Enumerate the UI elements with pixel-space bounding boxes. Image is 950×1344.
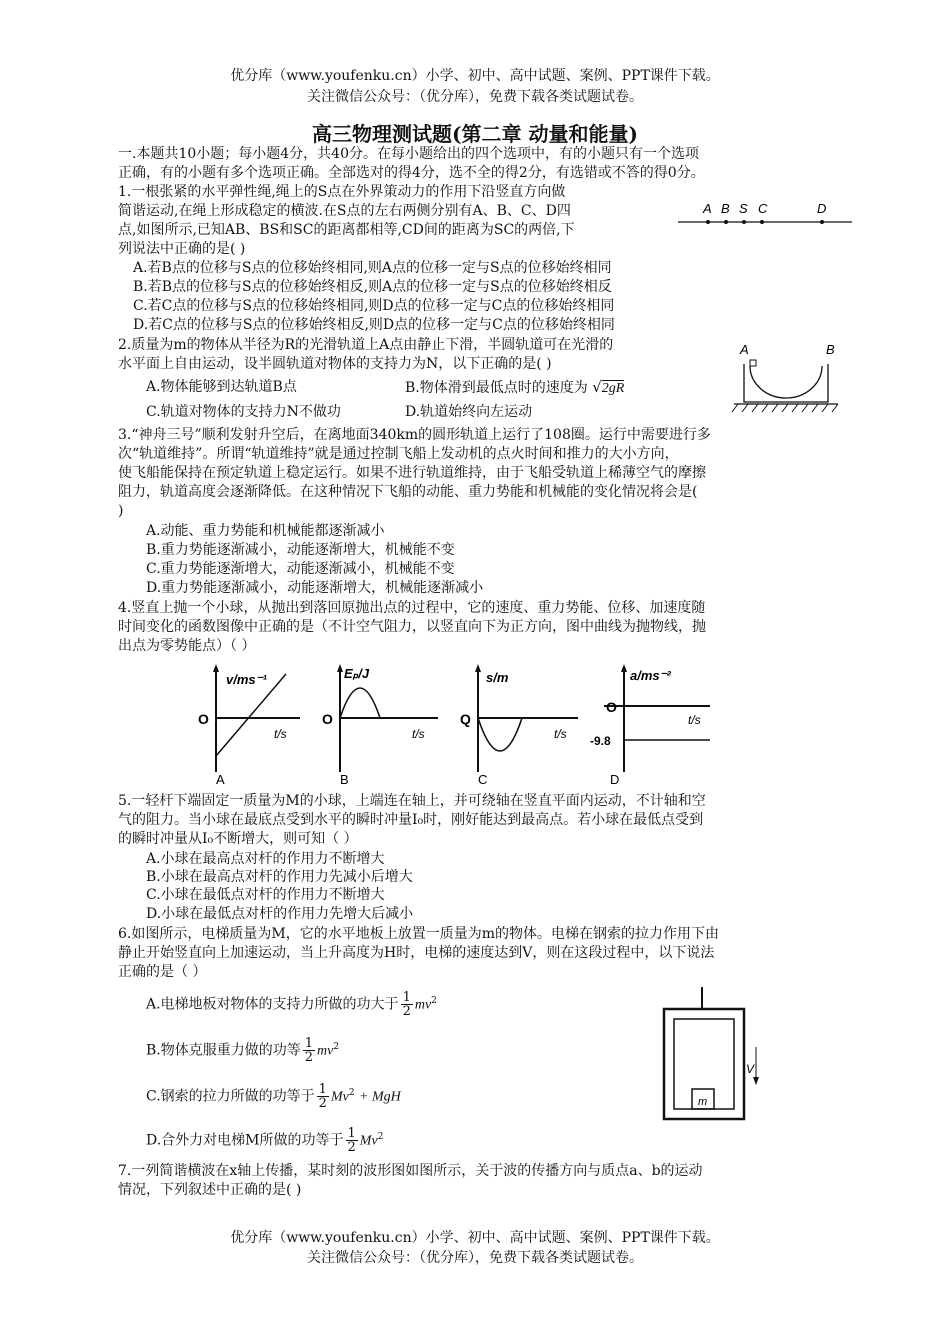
graph-d-value: -9.8 [590,734,611,748]
q4-line-2: 时间变化的函数图像中正确的是（不计空气阻力，以竖直向下为正方向，图中曲线为抛物线，抛 [118,619,706,635]
ground-hatch [732,404,838,412]
track-label-a: A [740,342,749,357]
q6-line-1: 6.如图所示，电梯质量为M，它的水平地板上放置一质量为m的物体。电梯在钢索的拉力作用下由 [118,926,719,942]
q2-option-d: D.轨道始终向左运动 [405,404,533,420]
footer-line-2: 关注微信公众号：（优分库），免费下载各类试题试卷。 [307,1250,643,1266]
q4-graph-c [458,660,583,790]
q1-option-c: C.若C点的位移与S点的位移始终相同,则D点的位移一定与C点的位移始终相同 [133,298,615,314]
q3-option-c: C.重力势能逐渐增大，动能逐渐减小，机械能不变 [146,561,455,577]
q1-option-a: A.若B点的位移与S点的位移始终相同,则A点的位移一定与S点的位移始终相同 [133,260,612,276]
q3-option-a: A.动能、重力势能和机械能都逐渐减小 [146,523,385,539]
q6-elevator-figure [650,985,760,1125]
graph-d-caption: D [610,772,620,787]
graph-c-origin: Q [460,711,471,727]
sqrt-sign: √ [592,378,602,396]
q2-option-b [405,378,624,398]
graph-b-xlabel: t/s [412,727,425,741]
q5-option-a: A.小球在最高点对杆的作用力不断增大 [146,851,385,867]
q3-line-4: 阻力，轨道高度会逐渐降低。在这种情况下飞船的动能、重力势能和机械能的变化情况将会是( [118,484,698,500]
q7-line-2: 情况，下列叙述中正确的是( ) [118,1182,302,1198]
point-s [742,220,746,224]
label-a: A [703,201,712,216]
q2-option-b-expr: 2gR [601,381,625,396]
footer-line-1: 优分库（www.youfenku.cn）小学、初中、高中试题、案例、PPT课件下载。 [230,1230,720,1246]
graph-c-xlabel: t/s [554,727,567,741]
q6-option-c: C.钢索的拉力所做的功等于 $\frac{1}{2}$ Mv$^2$ + MgH [146,1082,401,1112]
q5-line-3: 的瞬时冲量从I₀不断增大，则可知（ ） [118,831,358,847]
q6-option-d-text: D.合外力对电梯M所做的功等于 [146,1132,344,1149]
q5-line-1: 5.一轻杆下端固定一质量为M的小球，上端连在轴上，并可绕轴在竖直平面内运动，不计轴和空 [118,793,706,809]
q6-line-3: 正确的是（ ） [118,964,207,980]
header-line-2: 关注微信公众号：（优分库），免费下载各类试题试卷。 [307,89,643,105]
point-d [820,220,824,224]
velocity-label: V [745,1062,754,1076]
q4-graph-b [320,660,445,790]
graph-d-origin: O [606,699,617,715]
label-s: S [739,201,748,216]
label-b: B [721,201,730,216]
block [750,360,756,366]
graph-b-origin: O [322,711,333,727]
point-a [706,220,710,224]
q4-graph-d [586,660,716,790]
label-d: D [817,201,827,216]
q3-option-b: B.重力势能逐渐减小，动能逐渐增大，机械能不变 [146,542,455,558]
track-body [744,364,828,402]
displacement-curve [478,718,522,751]
graph-c-ylabel: s/m [486,670,509,685]
q6-option-a: A.电梯地板对物体的支持力所做的功大于 $\frac{1}{2}$ $mv^2$ [146,990,437,1020]
q2-option-a: A.物体能够到达轨道B点 [146,379,297,395]
q2-option-c: C.轨道对物体的支持力N不做功 [146,404,341,420]
q5-option-b: B.小球在最高点对杆的作用力先减小后增大 [146,869,413,885]
graph-c-caption: C [478,772,488,787]
section-instructions-1: 一.本题共10小题；每小题4分，共40分。在每小题给出的四个选项中，有的小题只有一个选项 [118,146,699,162]
q6-line-2: 静止开始竖直向上加速运动，当上升高度为H时，电梯的速度达到V，则在这段过程中，以下说法 [118,945,715,961]
header-line-1: 优分库（www.youfenku.cn）小学、初中、高中试题、案例、PPT课件下载。 [230,68,720,84]
q2-line-1: 2.质量为m的物体从半径为R的光滑轨道上A点由静止下滑，半圆轨道可在光滑的 [118,337,614,353]
fraction-half: $\frac{1}{2}$ [318,1082,327,1112]
point-b [724,220,728,224]
block-label: m [698,1096,708,1108]
q5-option-d: D.小球在最低点对杆的作用力先增大后减小 [146,906,414,922]
q4-line-1: 4.竖直上抛一个小球，从抛出到落回原抛出点的过程中，它的速度、重力势能、位移、加速度随 [118,600,706,616]
q3-line-2: 次“轨道维持”。所谓“轨道维持”就是通过控制飞船上发动机的点火时间和推力的大小方向， [118,446,679,462]
q3-option-d: D.重力势能逐渐减小，动能逐渐增大，机械能逐渐减小 [146,580,484,596]
q7-line-1: 7.一列简谐横波在x轴上传播，某时刻的波形图如图所示，关于波的传播方向与质点a、b的运动 [118,1163,703,1179]
q3-line-1: 3.“神舟三号”顺利发射升空后，在离地面340km的圆形轨道上运行了108圈。运行中需要进行多 [118,427,711,443]
q1-rope-figure [676,196,856,232]
fraction-half: $\frac{1}{2}$ [347,1126,356,1156]
fraction-half: $\frac{1}{2}$ [304,1036,314,1066]
q4-graph-a [196,660,306,790]
track-label-b: B [826,342,835,357]
graph-b-ylabel: Eₚ/J [344,666,370,681]
q6-option-b: B.物体克服重力做的功等 $\frac{1}{2}$ $mv^2$ [146,1036,340,1066]
graph-a-caption: A [216,772,225,787]
q5-option-c: C.小球在最低点对杆的作用力不断增大 [146,887,385,903]
graph-a-ylabel: v/ms⁻¹ [226,672,267,687]
q2-track-figure [730,338,842,424]
q5-line-2: 气的阻力。当小球在最底点受到水平的瞬时冲量I₀时，刚好能达到最高点。若小球在最低点受到 [118,812,704,828]
q6-option-a-text: A.电梯地板对物体的支持力所做的功大于 [146,996,399,1013]
q2-line-2: 水平面上自由运动，设半圆轨道对物体的支持力为N，以下正确的是( ) [118,356,552,372]
semicircle-track [750,366,822,398]
q2-option-b-text: B.物体滑到最低点时的速度为 [405,380,588,396]
graph-b-caption: B [340,772,349,787]
label-c: C [758,201,768,216]
graph-d-xlabel: t/s [688,713,701,727]
q1-line-2: 简谐运动,在绳上形成稳定的横波.在S点的左右两侧分别有A、B、C、D四 [118,203,571,219]
q1-line-1: 1.一根张紧的水平弹性绳,绳上的S点在外界策动力的作用下沿竖直方向做 [118,184,566,200]
q6-option-b-text: B.物体克服重力做的功等 [146,1042,301,1059]
q4-line-3: 出点为零势能点）（ ） [118,638,256,654]
page-title: 高三物理测试题(第二章 动量和能量) [312,122,638,146]
q1-line-4: 列说法中正确的是( ) [118,241,246,257]
q6-option-c-text: C.钢索的拉力所做的功等于 [146,1088,315,1105]
q1-option-b: B.若B点的位移与S点的位移始终相反,则A点的位移一定与S点的位移始终相反 [133,279,612,295]
q3-line-3: 使飞船能保持在预定轨道上稳定运行。如果不进行轨道维持，由于飞船受轨道上稀薄空气的摩擦 [118,465,706,481]
fraction-half: $\frac{1}{2}$ [402,990,411,1020]
graph-a-origin: O [198,711,209,727]
q1-option-d: D.若C点的位移与S点的位移始终相反,则D点的位移一定与C点的位移始终相同 [133,317,615,333]
point-c [760,220,764,224]
section-instructions-2: 正确，有的小题有多个选项正确。全部选对的得4分，选不全的得2分，有选错或不答的得0分。 [118,165,705,181]
q3-line-5: ) [118,503,124,519]
q6-option-d: D.合外力对电梯M所做的功等于 $\frac{1}{2}$ Mv$^2$ [146,1126,384,1156]
graph-a-xlabel: t/s [274,727,287,741]
graph-d-ylabel: a/ms⁻² [630,668,671,683]
energy-curve [340,688,380,718]
q1-line-3: 点,如图所示,已知AB、BS和SC的距离都相等,CD间的距离为SC的两倍,下 [118,222,575,238]
